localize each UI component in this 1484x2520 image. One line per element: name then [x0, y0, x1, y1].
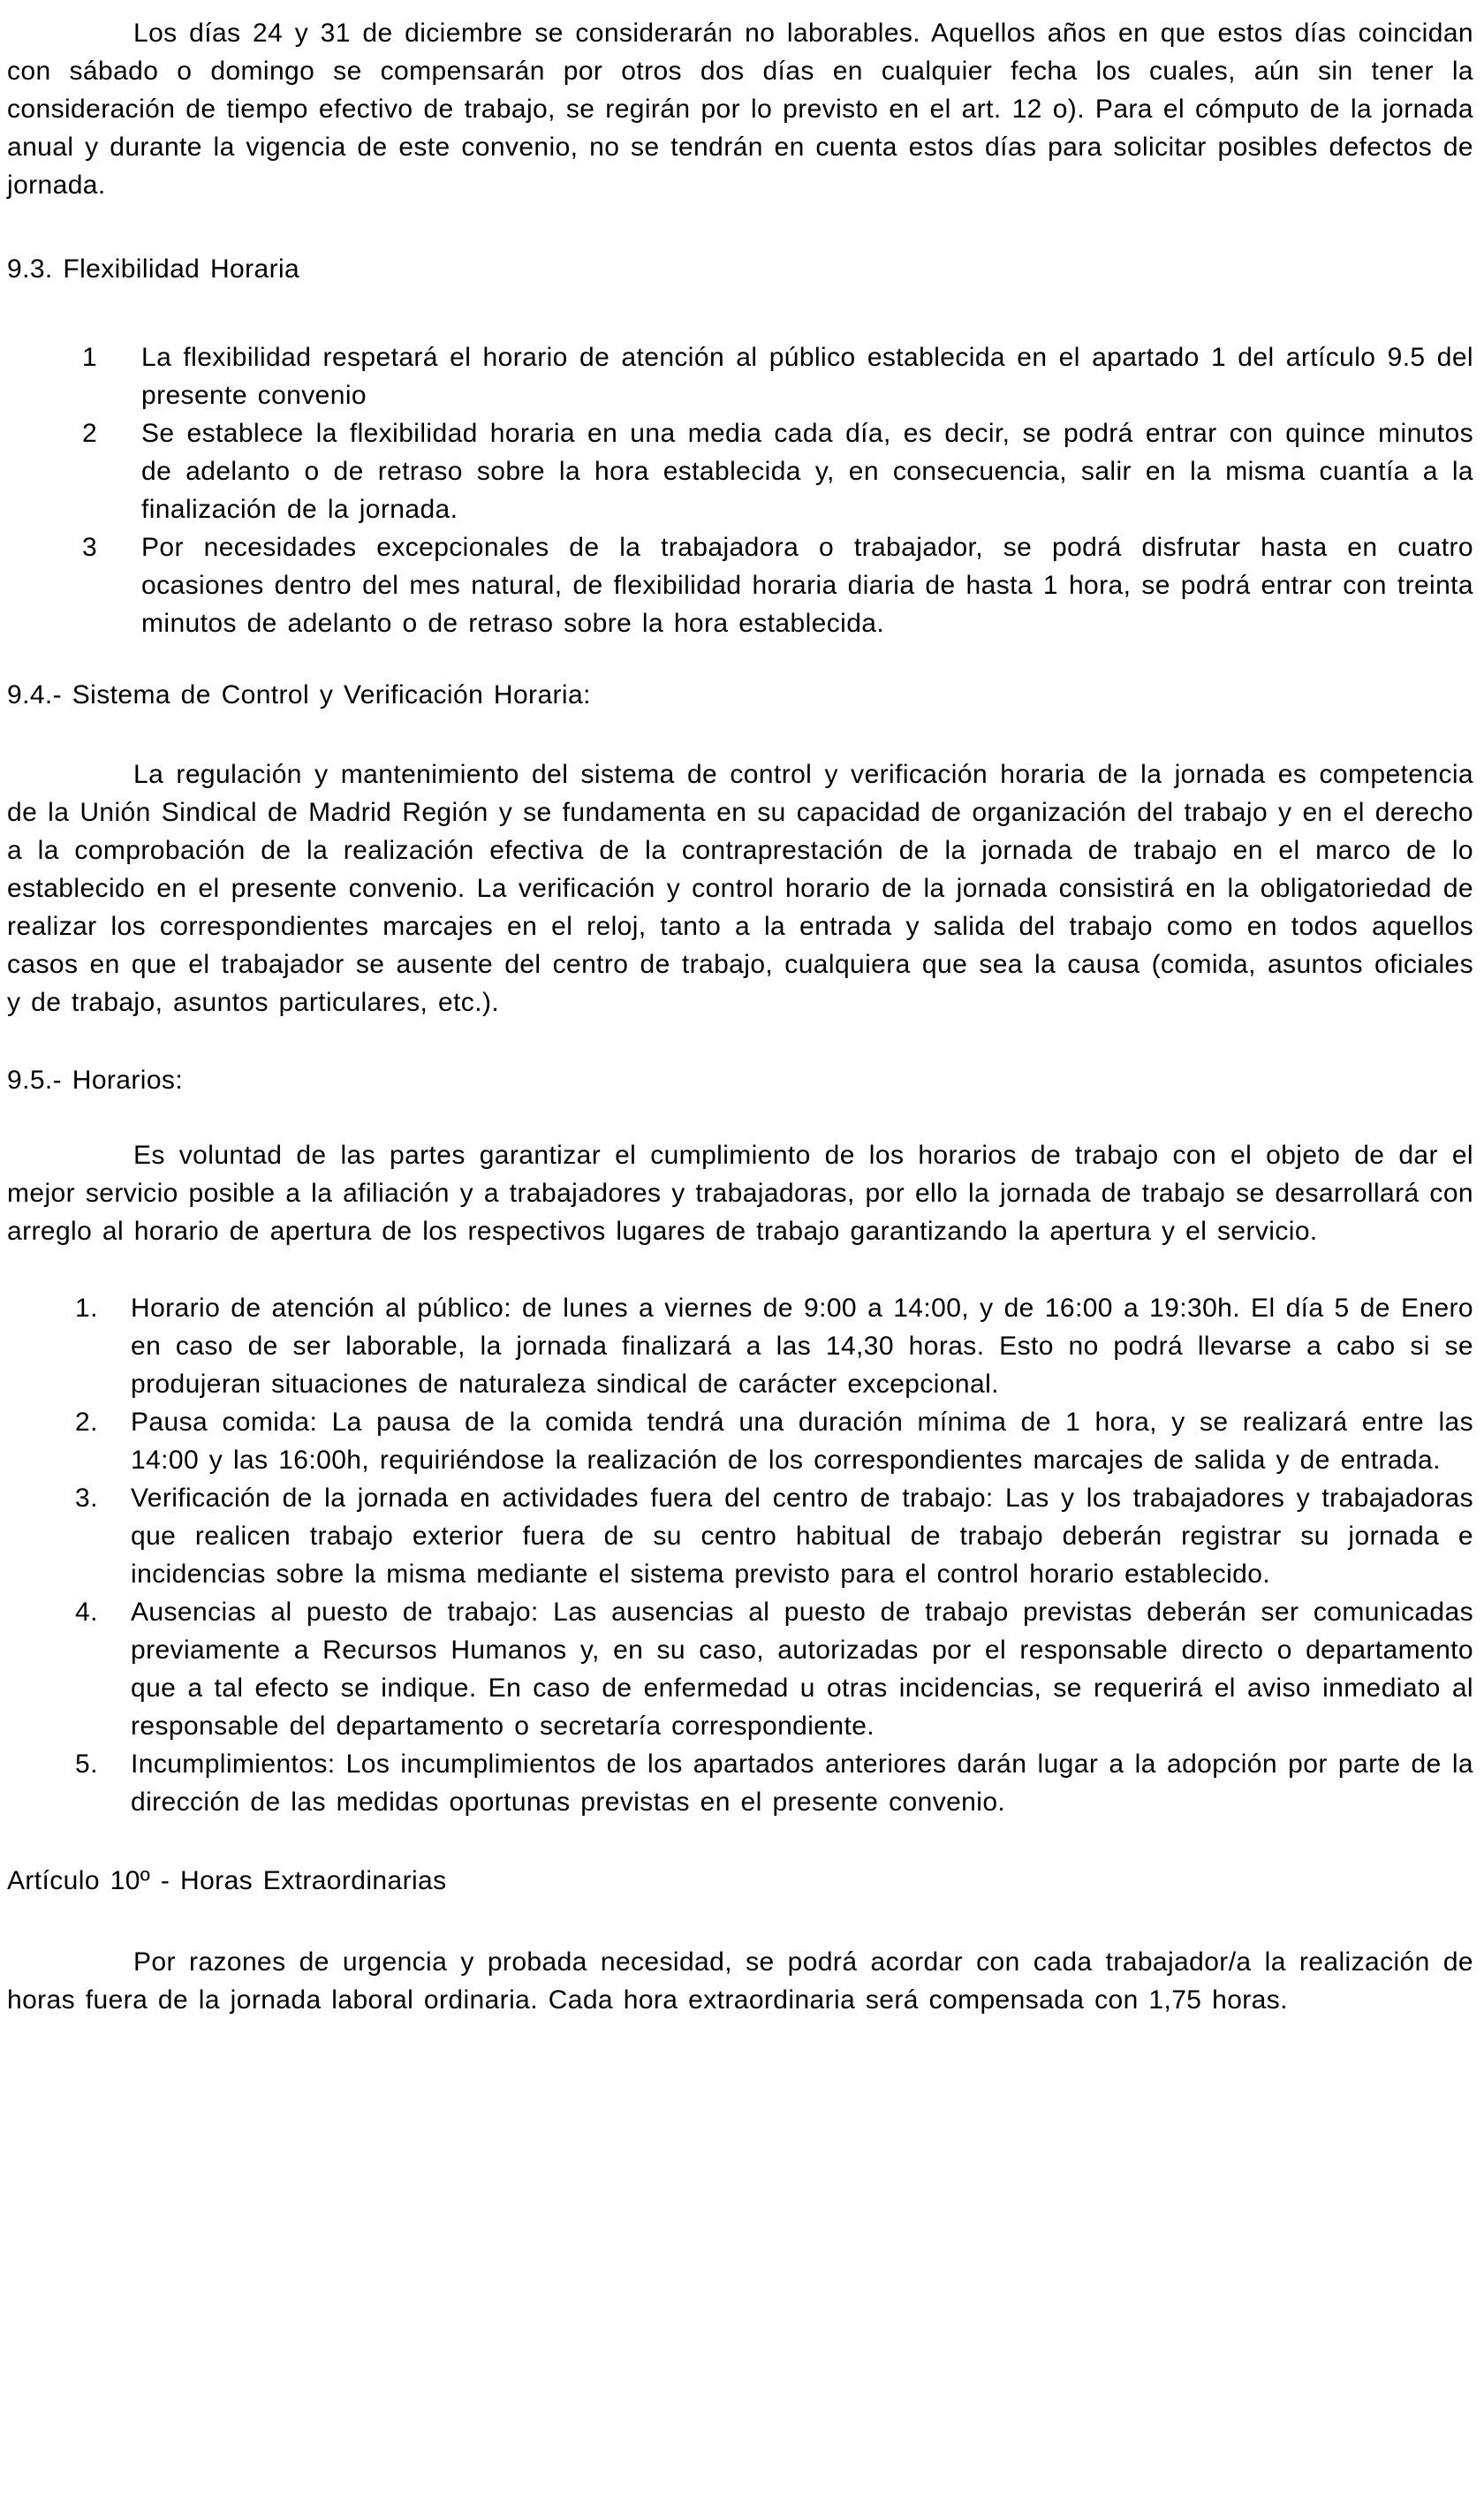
list-item-number: 2: [82, 419, 98, 448]
list-item: [7, 1479, 1473, 1593]
list-flexibilidad: [7, 338, 1473, 642]
heading-9-3-flexibilidad-horaria: 9.3. Flexibilidad Horaria: [7, 254, 300, 284]
list-item-number: 3.: [75, 1484, 98, 1513]
list-item-text: Se establece la flexibilidad horaria en una media cada día, es decir, se podrá entrar con quince minutos de adelanto o de retraso sobre la hora establecida y, en consecuencia, salir en la misma cuantía a la finalización de la jornada.: [141, 419, 1473, 524]
paragraph-horas-extraordinarias: Por razones de urgencia y probada necesidad, se podrá acordar con cada trabajador/a la realización de horas fuera de la jornada laboral ordinaria. Cada hora extraordinaria será compensada con 1,75 horas.: [7, 1947, 1473, 2015]
list-item-number: 2.: [75, 1408, 98, 1437]
list-item: [7, 1593, 1473, 1745]
list-item-text: Ausencias al puesto de trabajo: Las ausencias al puesto de trabajo previstas deberán ser comunicadas previamente a Recursos Humanos y, en su caso, autorizadas por el responsable directo o departamento que a tal efecto se indique. En caso de enfermedad u otras incidencias, se requerirá el aviso inmediato al responsable del departamento o secretaría correspondiente.: [131, 1598, 1473, 1741]
list-horarios: [7, 1289, 1473, 1821]
heading-9-5-horarios: 9.5.- Horarios:: [7, 1066, 184, 1095]
list-item-text: Incumplimientos: Los incumplimientos de los apartados anteriores darán lugar a la adopción por parte de la dirección de las medidas oportunas previstas en el presente convenio.: [131, 1750, 1473, 1817]
list-item-number: 5.: [75, 1750, 98, 1779]
list-item: [7, 1289, 1473, 1403]
list-item-number: 4.: [75, 1598, 98, 1627]
paragraph-december-days: Los días 24 y 31 de diciembre se considerarán no laborables. Aquellos años en que estos días coincidan con sábado o domingo se compensarán por otros dos días en cualquier fecha los cuales, aún sin tener la consideración de tiempo efectivo de trabajo, se regirán por lo previsto en el art. 12 o). Para el cómputo de la jornada anual y durante la vigencia de este convenio, no se tendrán en cuenta estos días para solicitar posibles defectos de jornada.: [7, 19, 1473, 200]
list-item: [7, 1403, 1473, 1479]
list-item-text: Verificación de la jornada en actividades fuera del centro de trabajo: Las y los trabajadores y trabajadoras que realicen trabajo exterior fuera de su centro habitual de trabajo deberán registrar su jornada e incidencias sobre la misma mediante el sistema previsto para el control horario establecido.: [131, 1484, 1473, 1589]
paragraph-horarios-intro: Es voluntad de las partes garantizar el cumplimiento de los horarios de trabajo con el objeto de dar el mejor servicio posible a la afiliación y a trabajadores y trabajadoras, por ello la jornada de trabajo se desarrollará con arreglo al horario de apertura de los respectivos lugares de trabajo garantizando la apertura y el servicio.: [7, 1141, 1473, 1246]
list-item-number: 1.: [75, 1294, 98, 1323]
list-item: [7, 338, 1473, 414]
list-item: [7, 414, 1473, 528]
heading-articulo-10-horas-extraordinarias: Artículo 10º - Horas Extraordinarias: [7, 1866, 447, 1895]
list-item-text: Pausa comida: La pausa de la comida tendrá una duración mínima de 1 hora, y se realizará entre las 14:00 y las 16:00h, requiriéndose la realización de los correspondientes marcajes de salida y de entrada.: [131, 1408, 1473, 1475]
list-item-text: La flexibilidad respetará el horario de atención al público establecida en el apartado 1 del artículo 9.5 del presente convenio: [141, 343, 1473, 410]
list-item-text: Horario de atención al público: de lunes a viernes de 9:00 a 14:00, y de 16:00 a 19:30h. El día 5 de Enero en caso de ser laborable, la jornada finalizará a las 14,30 horas. Esto no podrá llevarse a cabo si se produjeran situaciones de naturaleza sindical de carácter excepcional.: [131, 1294, 1473, 1399]
list-item: [7, 528, 1473, 642]
list-item: [7, 1745, 1473, 1821]
heading-9-4-control-verificacion: 9.4.- Sistema de Control y Verificación Horaria:: [7, 680, 591, 710]
list-item-number: 3: [82, 533, 98, 562]
list-item-text: Por necesidades excepcionales de la trabajadora o trabajador, se podrá disfrutar hasta en cuatro ocasiones dentro del mes natural, de flexibilidad horaria diaria de hasta 1 hora, se podrá entrar con treinta minutos de adelanto o de retraso sobre la hora establecida.: [141, 533, 1473, 638]
list-item-number: 1: [82, 343, 98, 372]
paragraph-control-horario: La regulación y mantenimiento del sistema de control y verificación horaria de la jornada es competencia de la Unión Sindical de Madrid Región y se fundamenta en su capacidad de organización del trabajo y en el derecho a la comprobación de la realización efectiva de la contraprestación de la jornada de trabajo en el marco de lo establecido en el presente convenio. La verificación y control horario de la jornada consistirá en la obligatoriedad de realizar los correspondientes marcajes en el reloj, tanto a la entrada y salida del trabajo como en todos aquellos casos en que el trabajador se ausente del centro de trabajo, cualquiera que sea la causa (comida, asuntos oficiales y de trabajo, asuntos particulares, etc.).: [7, 760, 1473, 1017]
